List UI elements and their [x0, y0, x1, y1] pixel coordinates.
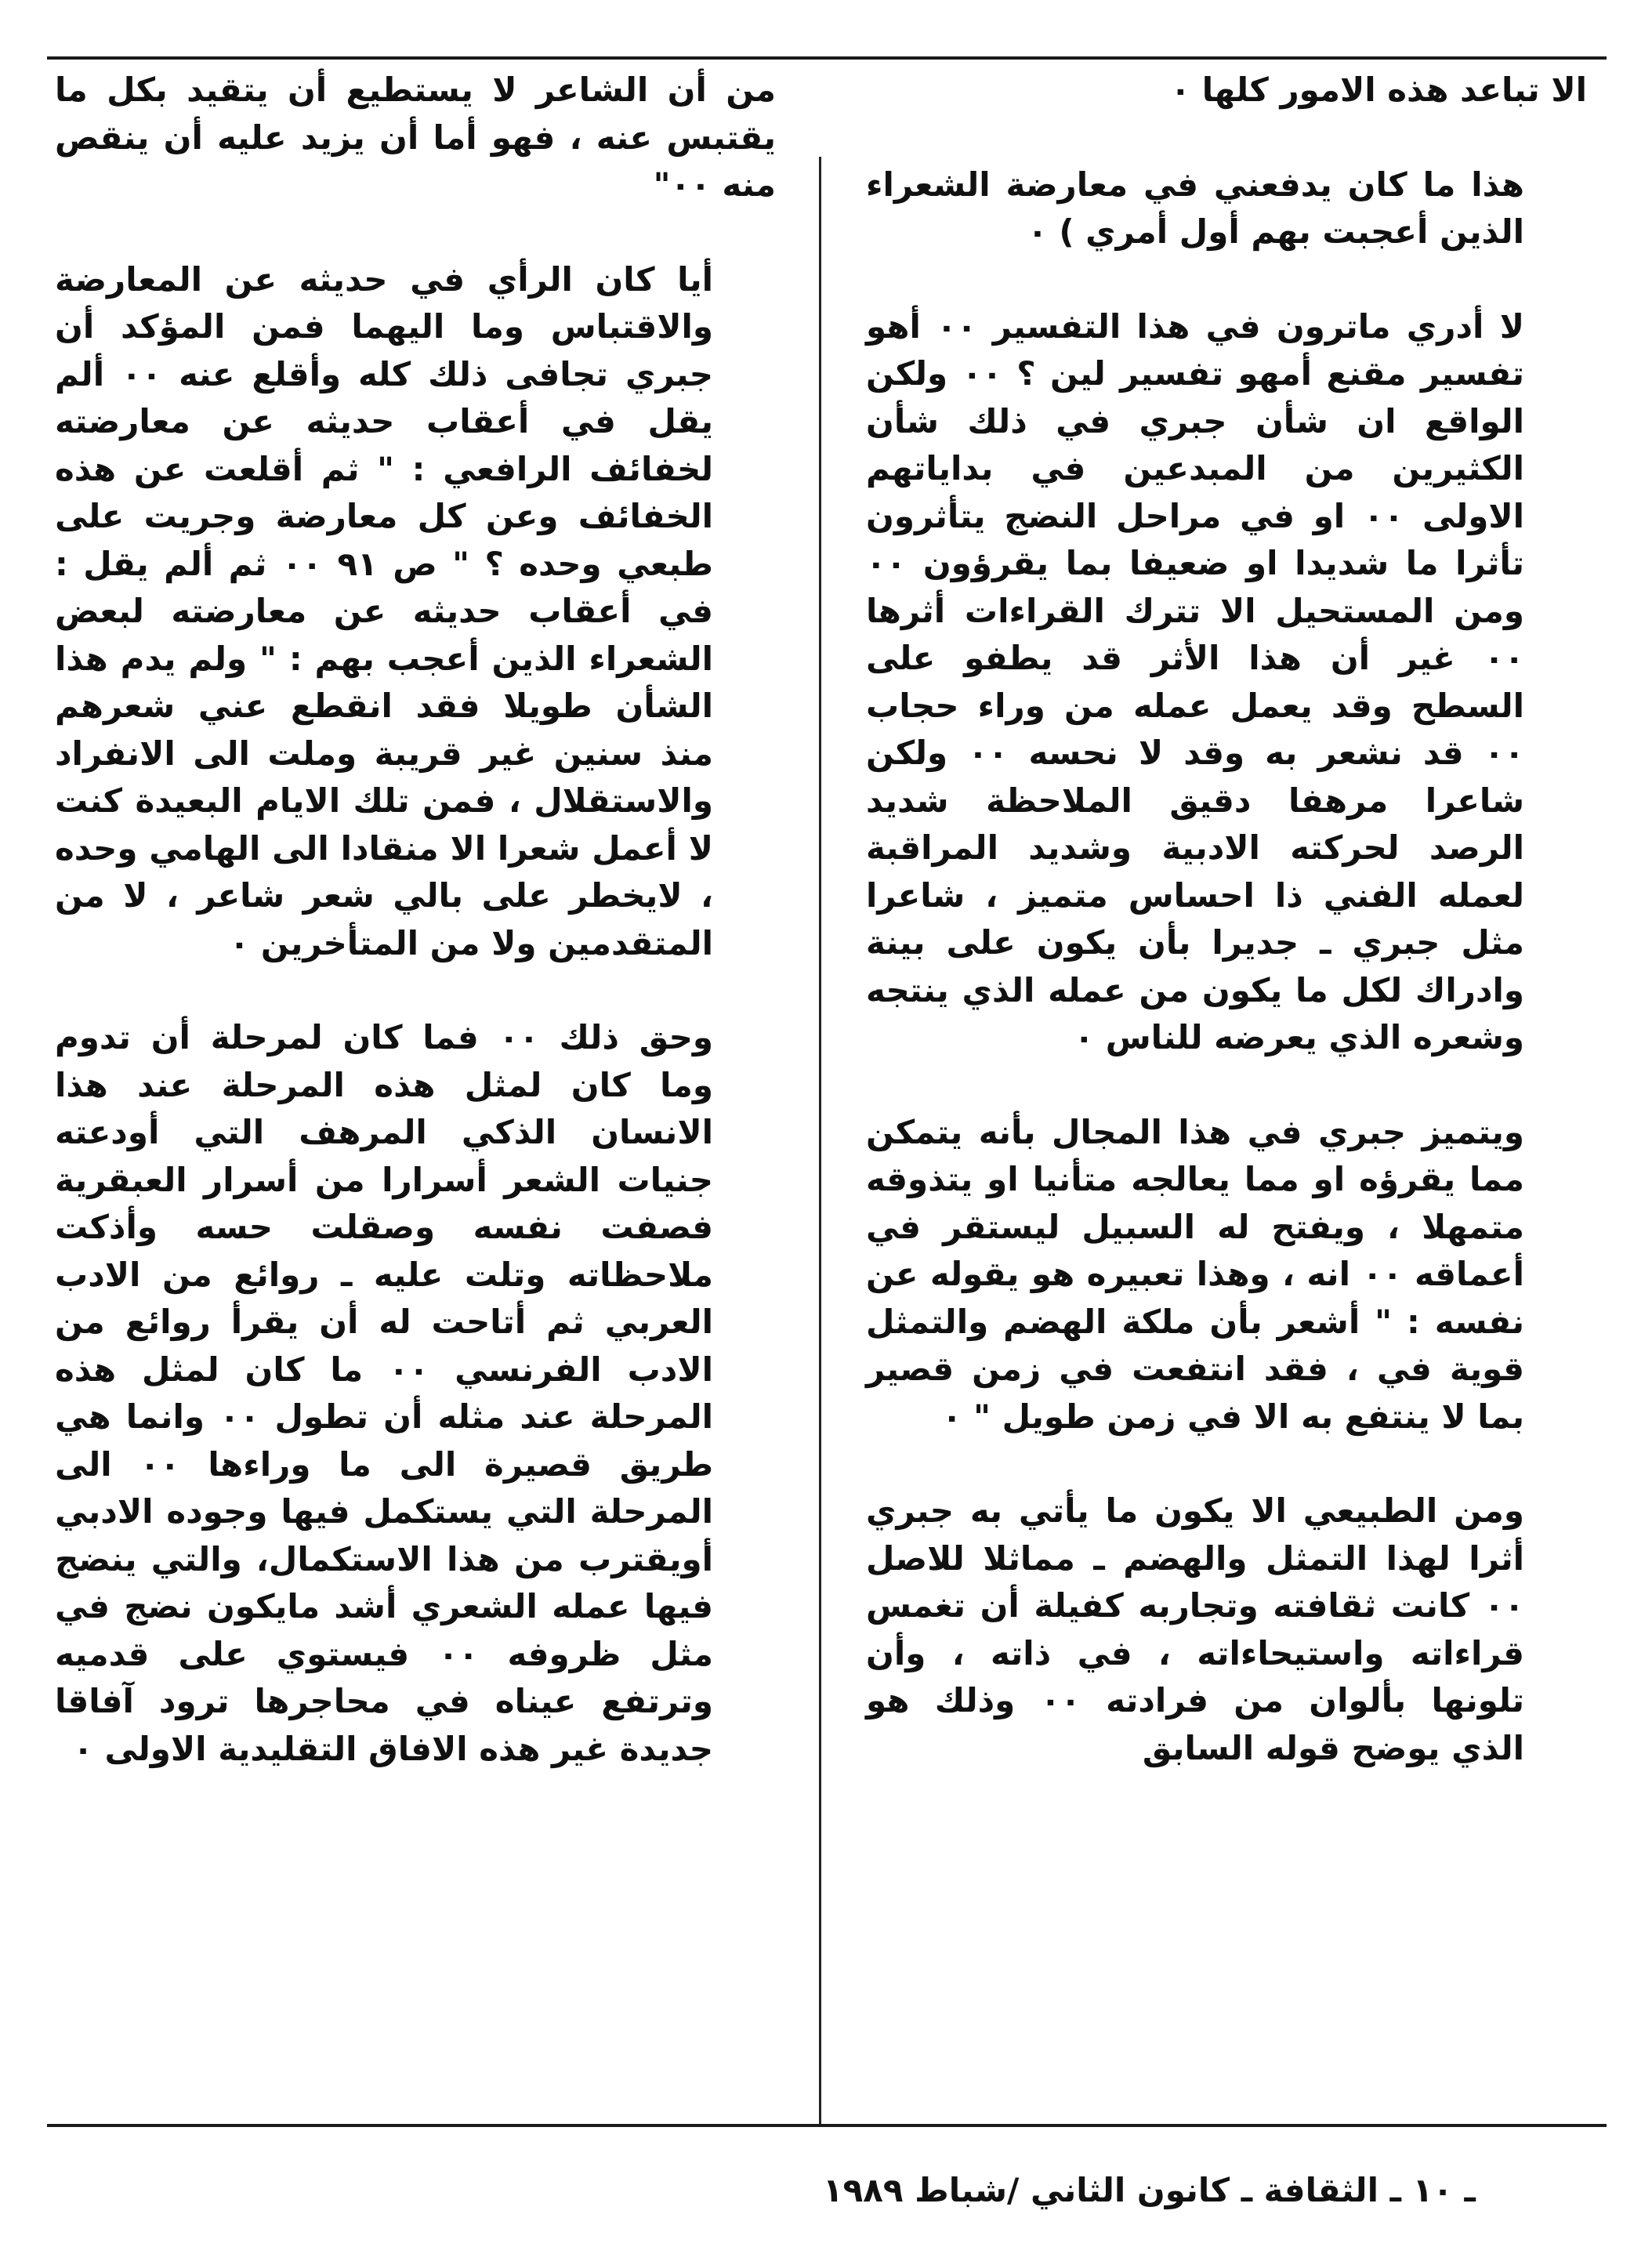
- page-footer: ـ ١٠ ـ الثقافة ـ كانون الثاني /شباط ١٩٨٩: [823, 2171, 1476, 2209]
- right-column: [866, 67, 1587, 1772]
- paragraph: ويتميز جبري في هذا المجال بأنه يتمكن مما يقرؤه او مما يعالجه متأنيا او يتذوقه متمهلا ، ويفتح له السبيل ليستقر في أعماقه ٠٠ انه ، وهذا تعبيره هو يقوله عن نفسه : " أشعر بأن ملكة الهضم والتمثل قوية في ، فقد انتفعت في زمن قصير بما لا ينتفع به الا في زمن طويل " ٠: [866, 1112, 1525, 1436]
- paragraph-gap: [866, 1440, 1587, 1488]
- top-rule: [47, 56, 1607, 60]
- bottom-rule: [47, 2124, 1607, 2127]
- paragraph: لا أدري ماترون في هذا التفسير ٠٠ أهو تفسير مقنع أمهو تفسير لين ؟ ٠٠ ولكن الواقع ان شأن جبري في ذلك شأن الكثيرين من المبدعين في بداياتهم الاولى ٠٠ او في مراحل النضج يتأثرون تأثرا ما شديدا او ضعيفا بما يقرؤون ٠٠ ومن المستحيل الا تترك القراءات أثرها ٠٠ غير أن هذا الأثر قد يطفو على السطح وقد يعمل عمله من وراء حجاب ٠٠ قد نشعر به وقد لا نحسه ٠٠ ولكن شاعرا مرهفا دقيق الملاحظة شديد الرصد لحركته الادبية وشديد المراقبة لعمله الفني ذا احساس متميز ، شاعرا مثل جبري ـ جديرا بأن يكون على بينة وادراك لكل ما يكون من عمله الذي ينتجه وشعره الذي يعرضه للناس ٠: [866, 306, 1524, 1056]
- paragraph-gap: [866, 114, 1587, 161]
- paragraph: هذا ما كان يدفعني في معارضة الشعراء الذين أعجبت بهم أول أمري ) ٠: [866, 165, 1524, 251]
- paragraph: من أن الشاعر لا يستطيع أن يتقيد بكل ما يقتبس عنه ، فهو أما أن يزيد عليه أن ينقص منه ٠٠": [55, 71, 776, 204]
- column-separator: [819, 157, 821, 2124]
- paragraph: أيا كان الرأي في حديثه عن المعارضة والاقتباس وما اليهما فمن المؤكد أن جبري تجافى ذلك كله وأقلع عنه ٠٠ ألم يقل في أعقاب حديثه عن معارضته لخفائف الرافعي : " ثم أقلعت عن هذه الخفائف وعن كل معارضة وجريت على طبعي وحده ؟ " ص ٩١ ٠٠ ثم ألم يقل : في أعقاب حديثه عن معارضته لبعض الشعراء الذين أعجب بهم : " ولم يدم هذا الشأن طويلا فقد انقطع عني شعرهم منذ سنين غير قريبة وملت الى الانفراد والاستقلال ، فمن تلك الايام البعيدة كنت لا أعمل شعرا الا منقادا الى الهامي وحده ، لايخطر على بالي شعر شاعر ، لا من المتقدمين ولا من المتأخرين ٠: [55, 259, 713, 962]
- paragraph-gap: [55, 209, 776, 256]
- paragraph-gap: [866, 1062, 1587, 1109]
- paragraph: وحق ذلك ٠٠ فما كان لمرحلة أن تدوم وما كان لمثل هذه المرحلة عند هذا الانسان الذكي المرهف التي أودعته جنيات الشعر أسرارا من أسرار العبقرية فصفت نفسه وصقلت حسه وأذكت ملاحظاته وتلت عليه ـ روائع من الادب العربي ثم أتاحت له أن يقرأ روائع من الادب الفرنسي ٠٠ ما كان لمثل هذه المرحلة عند مثله أن تطول ٠٠ وانما هي طريق قصيرة الى ما وراءها ٠٠ الى المرحلة التي يستكمل فيها وجوده الادبي أويقترب من هذا الاستكمال، والتي ينضج فيها عمله الشعري أشد مايكون نضج في مثل ظروفه ٠٠ فيستوي على قدميه وترتفع عيناه في محاجرها ترود آفاقا جديدة غير هذه الافاق التقليدية الاولى ٠: [55, 1018, 714, 1768]
- paragraph: الا تباعد هذه الامور كلها ٠: [1170, 71, 1587, 109]
- paragraph-gap: [866, 256, 1587, 303]
- paragraph-gap: [55, 967, 776, 1014]
- paragraph: ومن الطبيعي الا يكون ما يأتي به جبري أثرا لهذا التمثل والهضم ـ مماثلا للاصل ٠٠ كانت ثقافته وتجاربه كفيلة أن تغمس قراءاته واستيحاءاته ، في ذاته ، وأن تلونها بألوان من فرادته ٠٠ وذلك هو الذي يوضح قوله السابق: [866, 1491, 1524, 1767]
- left-column: [55, 67, 776, 1773]
